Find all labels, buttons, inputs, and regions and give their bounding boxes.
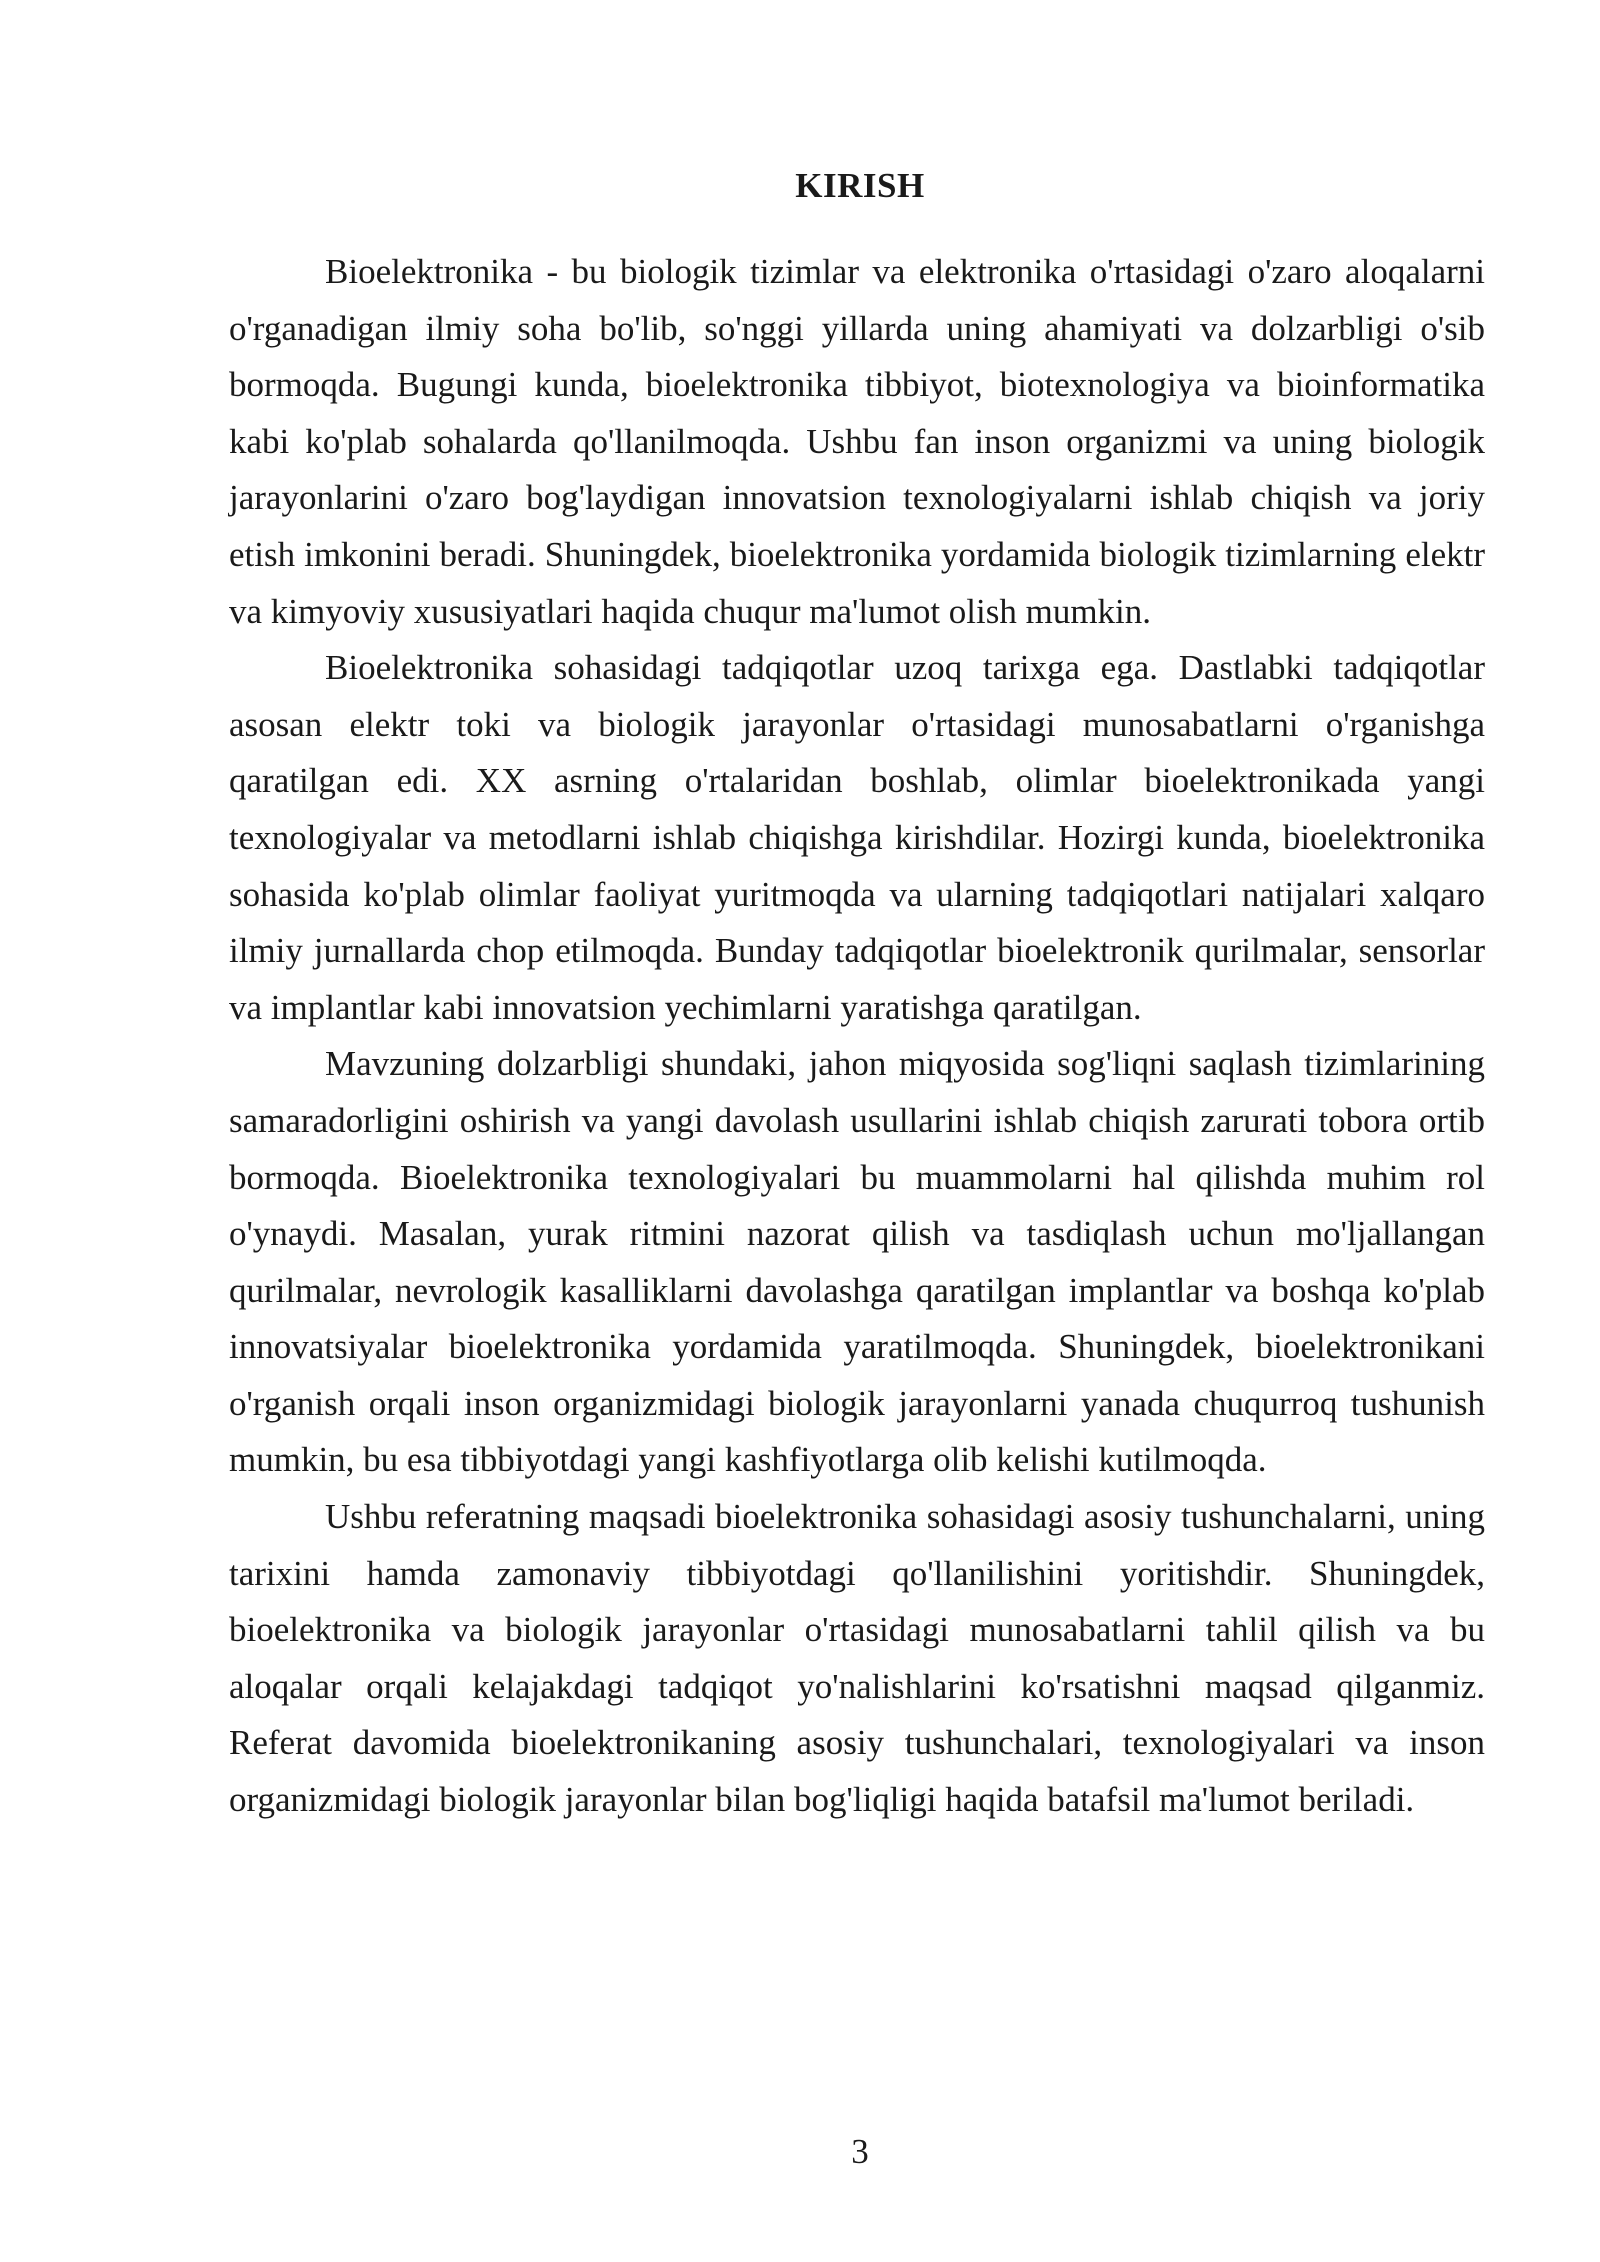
page-number: 3	[851, 2132, 869, 2171]
section-title: KIRISH	[795, 166, 925, 205]
body-text	[229, 244, 1485, 1829]
paragraph-3: Mavzuning dolzarbligi shundaki, jahon miqyosida sog'liqni saqlash tizimlarining samaradorligini oshirish va yangi davolash usullarini ishlab chiqish zarurati tobora ortib bormoqda. Bioelektronika texnologiyalari bu muammolarni hal qilishda muhim rol o'ynaydi. Masalan, yurak ritmini nazorat qilish va tasdiqlash uchun mo'ljallangan qurilmalar, nevrologik kasalliklarni davolashga qaratilgan implantlar va boshqa ko'plab innovatsiyalar bioelektronika yordamida yaratilmoqda. Shuningdek, bioelektronikani o'rganish orqali inson organizmidagi biologik jarayonlarni yanada chuqurroq tushunish mumkin, bu esa tibbiyotdagi yangi kashfiyotlarga olib kelishi kutilmoqda.	[229, 1044, 1485, 1480]
paragraph-2: Bioelektronika sohasidagi tadqiqotlar uzoq tarixga ega. Dastlabki tadqiqotlar asosan elektr toki va biologik jarayonlar o'rtasidagi munosabatlarni o'rganishga qaratilgan edi. XX asrning o'rtalaridan boshlab, olimlar bioelektronikada yangi texnologiyalar va metodlarni ishlab chiqishga kirishdilar. Hozirgi kunda, bioelektronika sohasida ko'plab olimlar faoliyat yuritmoqda va ularning tadqiqotlari natijalari xalqaro ilmiy jurnallarda chop etilmoqda. Bunday tadqiqotlar bioelektronik qurilmalar, sensorlar va implantlar kabi innovatsion yechimlarni yaratishga qaratilgan.	[229, 648, 1485, 1027]
paragraph-1: Bioelektronika - bu biologik tizimlar va elektronika o'rtasidagi o'zaro aloqalarni o'rganadigan ilmiy soha bo'lib, so'nggi yillarda uning ahamiyati va dolzarbligi o'sib bormoqda. Bugungi kunda, bioelektronika tibbiyot, biotexnologiya va bioinformatika kabi ko'plab sohalarda qo'llanilmoqda. Ushbu fan inson organizmi va uning biologik jarayonlarini o'zaro bog'laydigan innovatsion texnologiyalarni ishlab chiqish va joriy etish imkonini beradi. Shuningdek, bioelektronika yordamida biologik tizimlarning elektr va kimyoviy xususiyatlari haqida chuqur ma'lumot olish mumkin.	[229, 252, 1485, 631]
paragraph-4: Ushbu referatning maqsadi bioelektronika sohasidagi asosiy tushunchalarni, uning tarixini hamda zamonaviy tibbiyotdagi qo'llanilishini yoritishdir. Shuningdek, bioelektronika va biologik jarayonlar o'rtasidagi munosabatlarni tahlil qilish va bu aloqalar orqali kelajakdagi tadqiqot yo'nalishlarini ko'rsatishni maqsad qilganmiz. Referat davomida bioelektronikaning asosiy tushunchalari, texnologiyalari va inson organizmidagi biologik jarayonlar bilan bog'liqligi haqida batafsil ma'lumot beriladi.	[229, 1497, 1485, 1820]
